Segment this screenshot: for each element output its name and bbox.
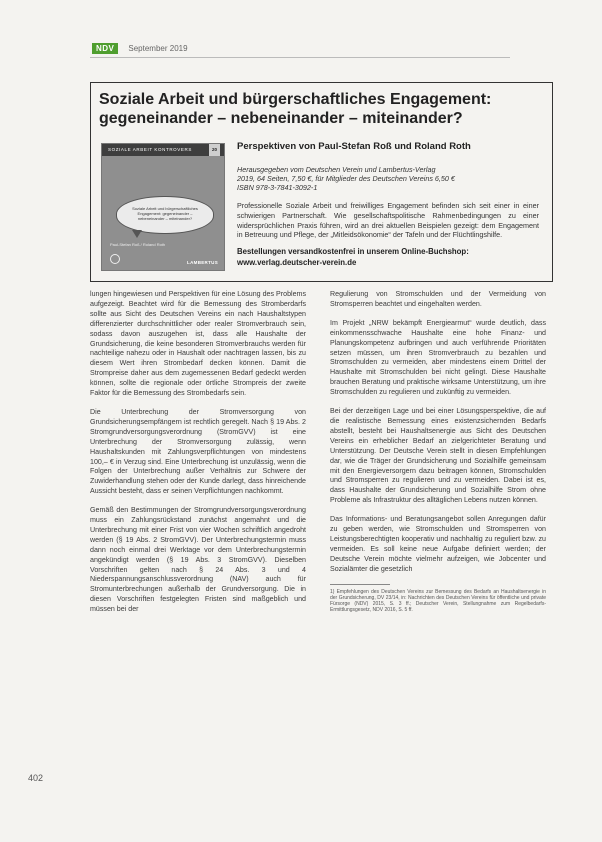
book-subtitle: Perspektiven von Paul-Stefan Roß und Roland Roth [237,141,471,152]
header-divider [90,57,510,58]
book-isbn: ISBN 978-3-7841-3092-1 [237,183,318,192]
page-number: 402 [28,773,44,783]
book-price: 2019, 64 Seiten, 7,50 €, für Mitglieder des Deutschen Vereins 6,50 € [237,174,455,183]
article-column-left [90,290,306,624]
book-advertisement [90,82,553,282]
ndv-logo: NDV [92,43,118,54]
order-info [237,246,539,268]
order-text: Bestellungen versandkostenfrei in unserem Online-Buchshop: [237,247,469,256]
issue-date: September 2019 [128,43,188,53]
shop-link[interactable]: www.verlag.deutscher-verein.de [237,258,357,267]
cover-bubble-text: Soziale Arbeit und bürgerschaftliches Engagement: gegeneinander – nebeneinander – miteinander? [132,206,198,221]
paragraph: Regulierung von Stromschulden und der Vermeidung von Stromsperren beachtet und eingehalten werden. [330,290,546,308]
page-header [92,42,188,54]
book-cover-image [101,143,225,271]
article-column-right [330,290,546,613]
cover-series-band [102,144,224,156]
footnote-divider [330,584,390,585]
book-title: Soziale Arbeit und bürgerschaftliches Engagement: gegeneinander – nebeneinander – miteinander? [99,91,492,127]
cover-publisher-brand: LAMBERTUS [187,260,218,265]
paragraph: Im Projekt „NRW bekämpft Energiearmut“ wurde deutlich, dass einkommensschwache Haushalte eine hohe Finanz- und Planungskompetenz aufbringen und auch verführende Prioritäten setzen müssen, um ihren Stromverbrauch zu bezahlen und Stromschulden zu vermeiden, aber mindestens einem Drittel der Haushalte mit Stromschulden bei nicht gelingt. Diese Haushalte brauchen Beratung und praktische wirksame Unterstützung, um ihre Stromschulden zu regulieren und zukünftig zu vermeiden. [330,318,546,397]
cover-authors: Paul-Stefan Roß / Roland Roth [110,242,166,247]
book-metadata [237,165,537,192]
paragraph: lungen hingewiesen und Perspektiven für eine Lösung des Problems aufgezeigt. Beachtet wird für die Bemessung des Stromberdarfs sollte aus Sicht des Deutschen Vereins ein nach Haushaltstypen differenzierter durchschnittlicher oder realer Stromverbrauch sein, sodass davon auszugehen ist, dass alle Haushalte der Grundsicherung, die keine besonderen Stromverbrauchs werden für nachteilige nahezu oder in Haushalt oder nachtragen lassen, bis zu diesem Wert ihren Strombedarf decken können. Damit die Strompreise daher aus dem zugemessenen Bedarf gedeckt werden können, sollte die regionale oder örtliche Strompreis der zweite Faktor für die Bemessung des Strombedarfs sein. [90,290,306,398]
cover-series-label: SOZIALE ARBEIT KONTROVERS [108,147,192,152]
book-description: Professionelle Soziale Arbeit und freiwilliges Engagement befinden sich seit einer in einer schwierigen Partnerschaft. Wie gesellschaftspolitische Rahmenbedingungen zu einer widersprüchlichen Praxis führen, wird an drei aktuellen Beispielen gezeigt: dem Engagement in Betreuung und Pflege, der „Mitleidsökonomie“ der Tafeln und der Flüchtlingshilfe. [237,201,539,240]
footnote: 1) Empfehlungen des Deutschen Vereins zur Bemessung des Bedarfs an Haushaltsenergie in der Grundsicherung, DV 23/14, in: Nachrichten des Deutschen Vereins für öffentliche und private Fürsorge (NDV) 2015, S. 3 ff.; Deutscher Verein, Stellungnahme zum Regelbedarfs-Ermittlungsgesetz, NDV 2016, S. 5 ff. [330,588,546,614]
cover-series-number: 20 [209,144,220,156]
paragraph: Die Unterbrechung der Stromversorgung von Grundsicherungsempfängern ist rechtlich geregelt. Nach § 19 Abs. 2 Stromgrundversorgungsverordnung (StromGVV) ist eine Unterbrechung der Stromversorgung zulässig, wenn Haushaltskunden mit Zahlungsverpflichtungen von mindestens 100,– € in Verzug sind. Eine Unterbrechung ist unzulässig, wenn die Folgen der Unterbrechung außer Verhältnis zur Schwere der Zuwiderhandlung stehen oder der Kunde darlegt, dass hinreichende Aussicht besteht, dass er seinen Verpflichtungen nachkommt. [90,407,306,496]
paragraph: Das Informations- und Beratungsangebot sollen Anregungen dafür zu geben werden, wie Stromschulden und Stromsperren von Leistungsberechtigten kooperativ und nachhaltig zu reguliert bzw. zu vermeiden. Es soll keine neue Aufgabe definiert werden; der Deutsche Verein möchte vielmehr aufzeigen, wie Jobcenter und Sozialämter die gesetzlich [330,515,546,573]
publisher-emblem-icon [110,254,120,264]
paragraph: Gemäß den Bestimmungen der Stromgrundversorgungsverordnung muss ein Zahlungsrückstand zunächst angemahnt und die Unterbrechung mit einer Frist von vier Wochen schriftlich angedroht werden (§ 19 Abs. 2 StromGVV). Der Unterbrechungstermin muss dann noch einmal drei Werktage vor dem Unterbrechungstermin angekündigt werden (§ 19 Abs. 3 StromGVV). Dieselben Vorschriften gelten nach § 24 Abs. 3 und 4 Niederspannungsanschlussverordnung (NAV) auch für Stromunterbrechungen außerhalb der Grundversorgung. Die in diesen Vorschriften festgelegten Fristen sind maßgeblich und müssen bei der [90,506,306,614]
paragraph: Bei der derzeitigen Lage und bei einer Lösungsperspektive, die auf die realistische Bemessung eines existenzsichernden Bedarfs abstellt, besteht bei Haushaltsenergie aus Sicht des Deutschen Vereins ein erheblicher Bedarf an zielgerichteter Beratung und Unterstützung. Der Deutsche Verein stellt in diesen Empfehlungen dar, wie die Träger der Grundsicherung und Sozialhilfe gemeinsam mit den Energieversorgern dazu beitragen können, Stromschulden und Stromsperren zu regulieren und zu vermeiden. Dabei ist es, dass Haushalte der Grundsicherung und Sozialhilfe Strom ohne Probleme als Infrastruktur des alltäglichen Lebens nutzen können. [330,407,546,505]
speech-bubble-icon [116,196,214,234]
book-publisher: Herausgegeben vom Deutschen Verein und Lambertus-Verlag [237,165,436,174]
speech-bubble-tail [132,230,142,238]
